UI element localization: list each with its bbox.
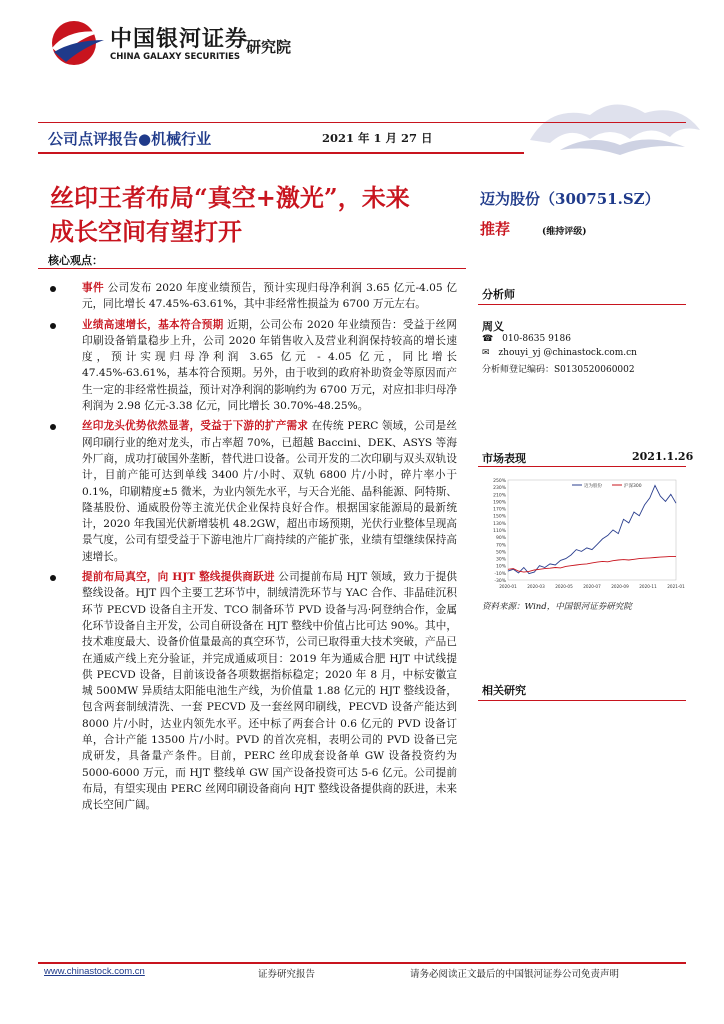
analyst-phone: 010-8635 9186: [502, 334, 571, 344]
y-tick-label: 70%: [495, 543, 506, 549]
company-name-cn: 中国银河证券: [110, 27, 249, 52]
x-tick-label: 2020-09: [611, 584, 629, 589]
analyst-divider: [478, 304, 686, 305]
point-text: 公司发布 2020 年度业绩预告，预计实现归母净利润 3.65 亿元-4.05 亿元，同比增长 47.45%-63.61%，其中非经常性损益为 6700 万元左右。: [82, 282, 458, 311]
y-tick-label: 210%: [493, 493, 506, 499]
y-tick-label: -10%: [494, 571, 506, 577]
core-label: 核心观点：: [48, 254, 103, 267]
header-divider-bottom: [38, 152, 524, 154]
y-tick-label: 30%: [495, 557, 506, 563]
report-type: 公司点评报告●机械行业: [48, 130, 212, 148]
logo: [38, 16, 308, 70]
company-name-en: CHINA GALAXY SECURITIES: [110, 52, 241, 62]
core-points: [42, 280, 457, 818]
y-tick-label: 110%: [493, 529, 506, 534]
x-tick-label: 2021-01: [667, 584, 685, 589]
point-text: 在传统 PERC 领域，公司是丝网印刷行业的绝对龙头，市占率超 70%，已超越 Baccini、DEK、ASYS 等海外厂商，成功打破国外垄断，替代进口设备。公司开发的二次印刷与双头双轨设计，目前产能可达到单线 3400 片/小时、双轨 6800 片/小时，碎片率小于 0.1%，印刷精度±5 微米，为业内领先水平，与天合光能、晶科能源、阿特斯、隆基股份、通威股份等主流光伏企业保持良好合作。根据国家能源局的最新统计，2020 年我国光伏新增装机 48.2GW，超出市场预期，光伏行业整体呈现高景气度，公司有望受益于下游电池片厂商持续的产能扩张，业绩有望继续保持高速增长。: [82, 420, 457, 563]
phone-icon: ☎: [482, 334, 494, 344]
point-lead: 业绩高速增长，基本符合预期: [82, 318, 224, 331]
x-tick-label: 2020-01: [499, 584, 517, 589]
y-tick-label: 250%: [493, 479, 506, 484]
analyst-email[interactable]: zhouyi_yj @chinastock.com.cn: [498, 348, 637, 358]
cloud-decoration-icon: [520, 95, 710, 165]
rating: 推荐: [480, 220, 511, 238]
y-tick-label: -30%: [494, 579, 506, 584]
legend-label: 迈为股份: [584, 484, 602, 489]
institute-label: 研究院: [246, 38, 292, 56]
core-divider: [38, 268, 466, 269]
analyst-phone-row: [482, 334, 571, 344]
analyst-cert: 分析师登记编码：S0130520060002: [482, 365, 635, 375]
bullet-dot-icon: [50, 575, 56, 581]
footer-divider: [38, 962, 686, 964]
point-lead: 事件: [82, 282, 105, 294]
bullet-dot-icon: [50, 323, 56, 329]
bullet-dot-icon: [50, 424, 56, 430]
stock-name: 迈为股份（300751.SZ）: [480, 190, 660, 208]
market-divider: [478, 466, 686, 467]
market-performance-chart: [482, 474, 685, 594]
rating-note: (维持评级): [542, 227, 587, 237]
report-date: 2021 年 1 月 27 日: [322, 131, 433, 145]
footer-disclaimer: 请务必阅读正文最后的中国银河证券公司免责声明: [410, 969, 620, 980]
footer-website[interactable]: www.chinastock.com.cn: [44, 966, 145, 977]
analyst-label: 分析师: [482, 288, 515, 301]
footer-center: 证券研究报告: [258, 969, 316, 980]
analyst-email-row: [482, 348, 637, 358]
point-leadership: [42, 418, 457, 565]
y-tick-label: 150%: [493, 514, 506, 520]
related-research-label: 相关研究: [482, 684, 526, 697]
header-divider-top: [38, 122, 686, 123]
report-title-line1: 丝印王者布局“真空+激光”，未来: [50, 183, 410, 212]
legend-label: 沪深300: [624, 484, 642, 489]
y-tick-label: 170%: [493, 507, 506, 513]
y-tick-label: 230%: [493, 486, 506, 492]
x-tick-label: 2020-11: [639, 584, 657, 589]
analyst-name: 周义: [482, 320, 504, 333]
series-line-0: [508, 485, 676, 573]
point-event: [42, 280, 457, 313]
point-text: 近期，公司公布 2020 年业绩预告：受益于丝网印刷设备销量稳步上升，公司 2020 年销售收入及营业利润保持较高的增长速度，预计实现归母净利润 3.65 亿元 - 4.05 亿元，同比增长 47.45%-63.61%，基本符合预期。另外，由于收到的政府补助资金等原因而产生一定的非经常性损益，预计对净利润的影响约为 6700 万元，对应扣非归母净利润为 2.98 亿元-3.38 亿元，同比增长 30.70%-48.25%。: [82, 318, 458, 413]
x-tick-label: 2020-07: [583, 584, 601, 589]
point-text: 公司提前布局 HJT 领域，致力于提供整线设备。HJT 四个主要工艺环节中，制绒清洗环节与 YAC 合作、非晶硅沉积环节 PECVD 设备自主开发、TCO 制备环节 PVD 设备与冯·阿登纳合作，金属化环节设备自主开发，公司自研设备在 HJT 整线中价值占比可达 90%。其中，技术难度最大、设备价值量最高的真空环节，公司已取得重大技术突破，产品已在通威产线上充分验证，并完成通威项目：2019 年为通威合肥 HJT 中试线提供 PECVD 设备，目前该设备各项数据指标稳定；2020 年 8 月，中标安徽宣城 500MW 异质结太阳能电池生产线，为价值量 1.88 亿元的 HJT 整线设备，包含两套制绒清洗、一套 PECVD 及一套丝网印刷线，PECVD 设备产能达到 8000 片/小时，达业内领先水平。还中标了两套合计 0.6 亿元的 PVD 设备订单，合计产能 13500 片/小时。PVD 的首次亮相，表明公司的 PVD 设备已完成研发，具备量产条件。目前，PERC 丝印成套设备单 GW 设备投资约为 5000-6000 万元，而 HJT 整线单 GW 国产设备投资可达 5-6 亿元。公司提前布局，有望实现由 PERC 丝网印刷设备商向 HJT 整线设备提供商的跃进，未来成长空间广阔。: [82, 571, 458, 812]
y-tick-label: 10%: [495, 564, 506, 570]
point-lead: 丝印龙头优势依然显著，受益于下游的扩产需求: [82, 420, 308, 433]
market-date: 2021.1.26: [632, 450, 694, 463]
point-performance: [42, 317, 457, 415]
y-tick-label: 90%: [495, 536, 506, 542]
galaxy-logo-icon: [48, 18, 106, 68]
market-label: 市场表现: [482, 452, 526, 465]
point-lead: 提前布局真空，向 HJT 整线提供商跃进: [82, 571, 275, 584]
y-tick-label: 50%: [495, 550, 506, 556]
email-icon: ✉: [482, 348, 490, 358]
related-divider: [478, 700, 686, 701]
y-tick-label: 130%: [493, 521, 506, 527]
series-line-1: [508, 556, 676, 572]
point-hjt: [42, 569, 457, 813]
bullet-dot-icon: [50, 286, 56, 292]
x-tick-label: 2020-03: [527, 584, 545, 589]
report-title-line2: 成长空间有望打开: [50, 217, 242, 246]
chart-source: 资料来源：Wind，中国银河证券研究院: [482, 602, 632, 612]
x-tick-label: 2020-05: [555, 584, 573, 589]
y-tick-label: 190%: [493, 500, 506, 506]
